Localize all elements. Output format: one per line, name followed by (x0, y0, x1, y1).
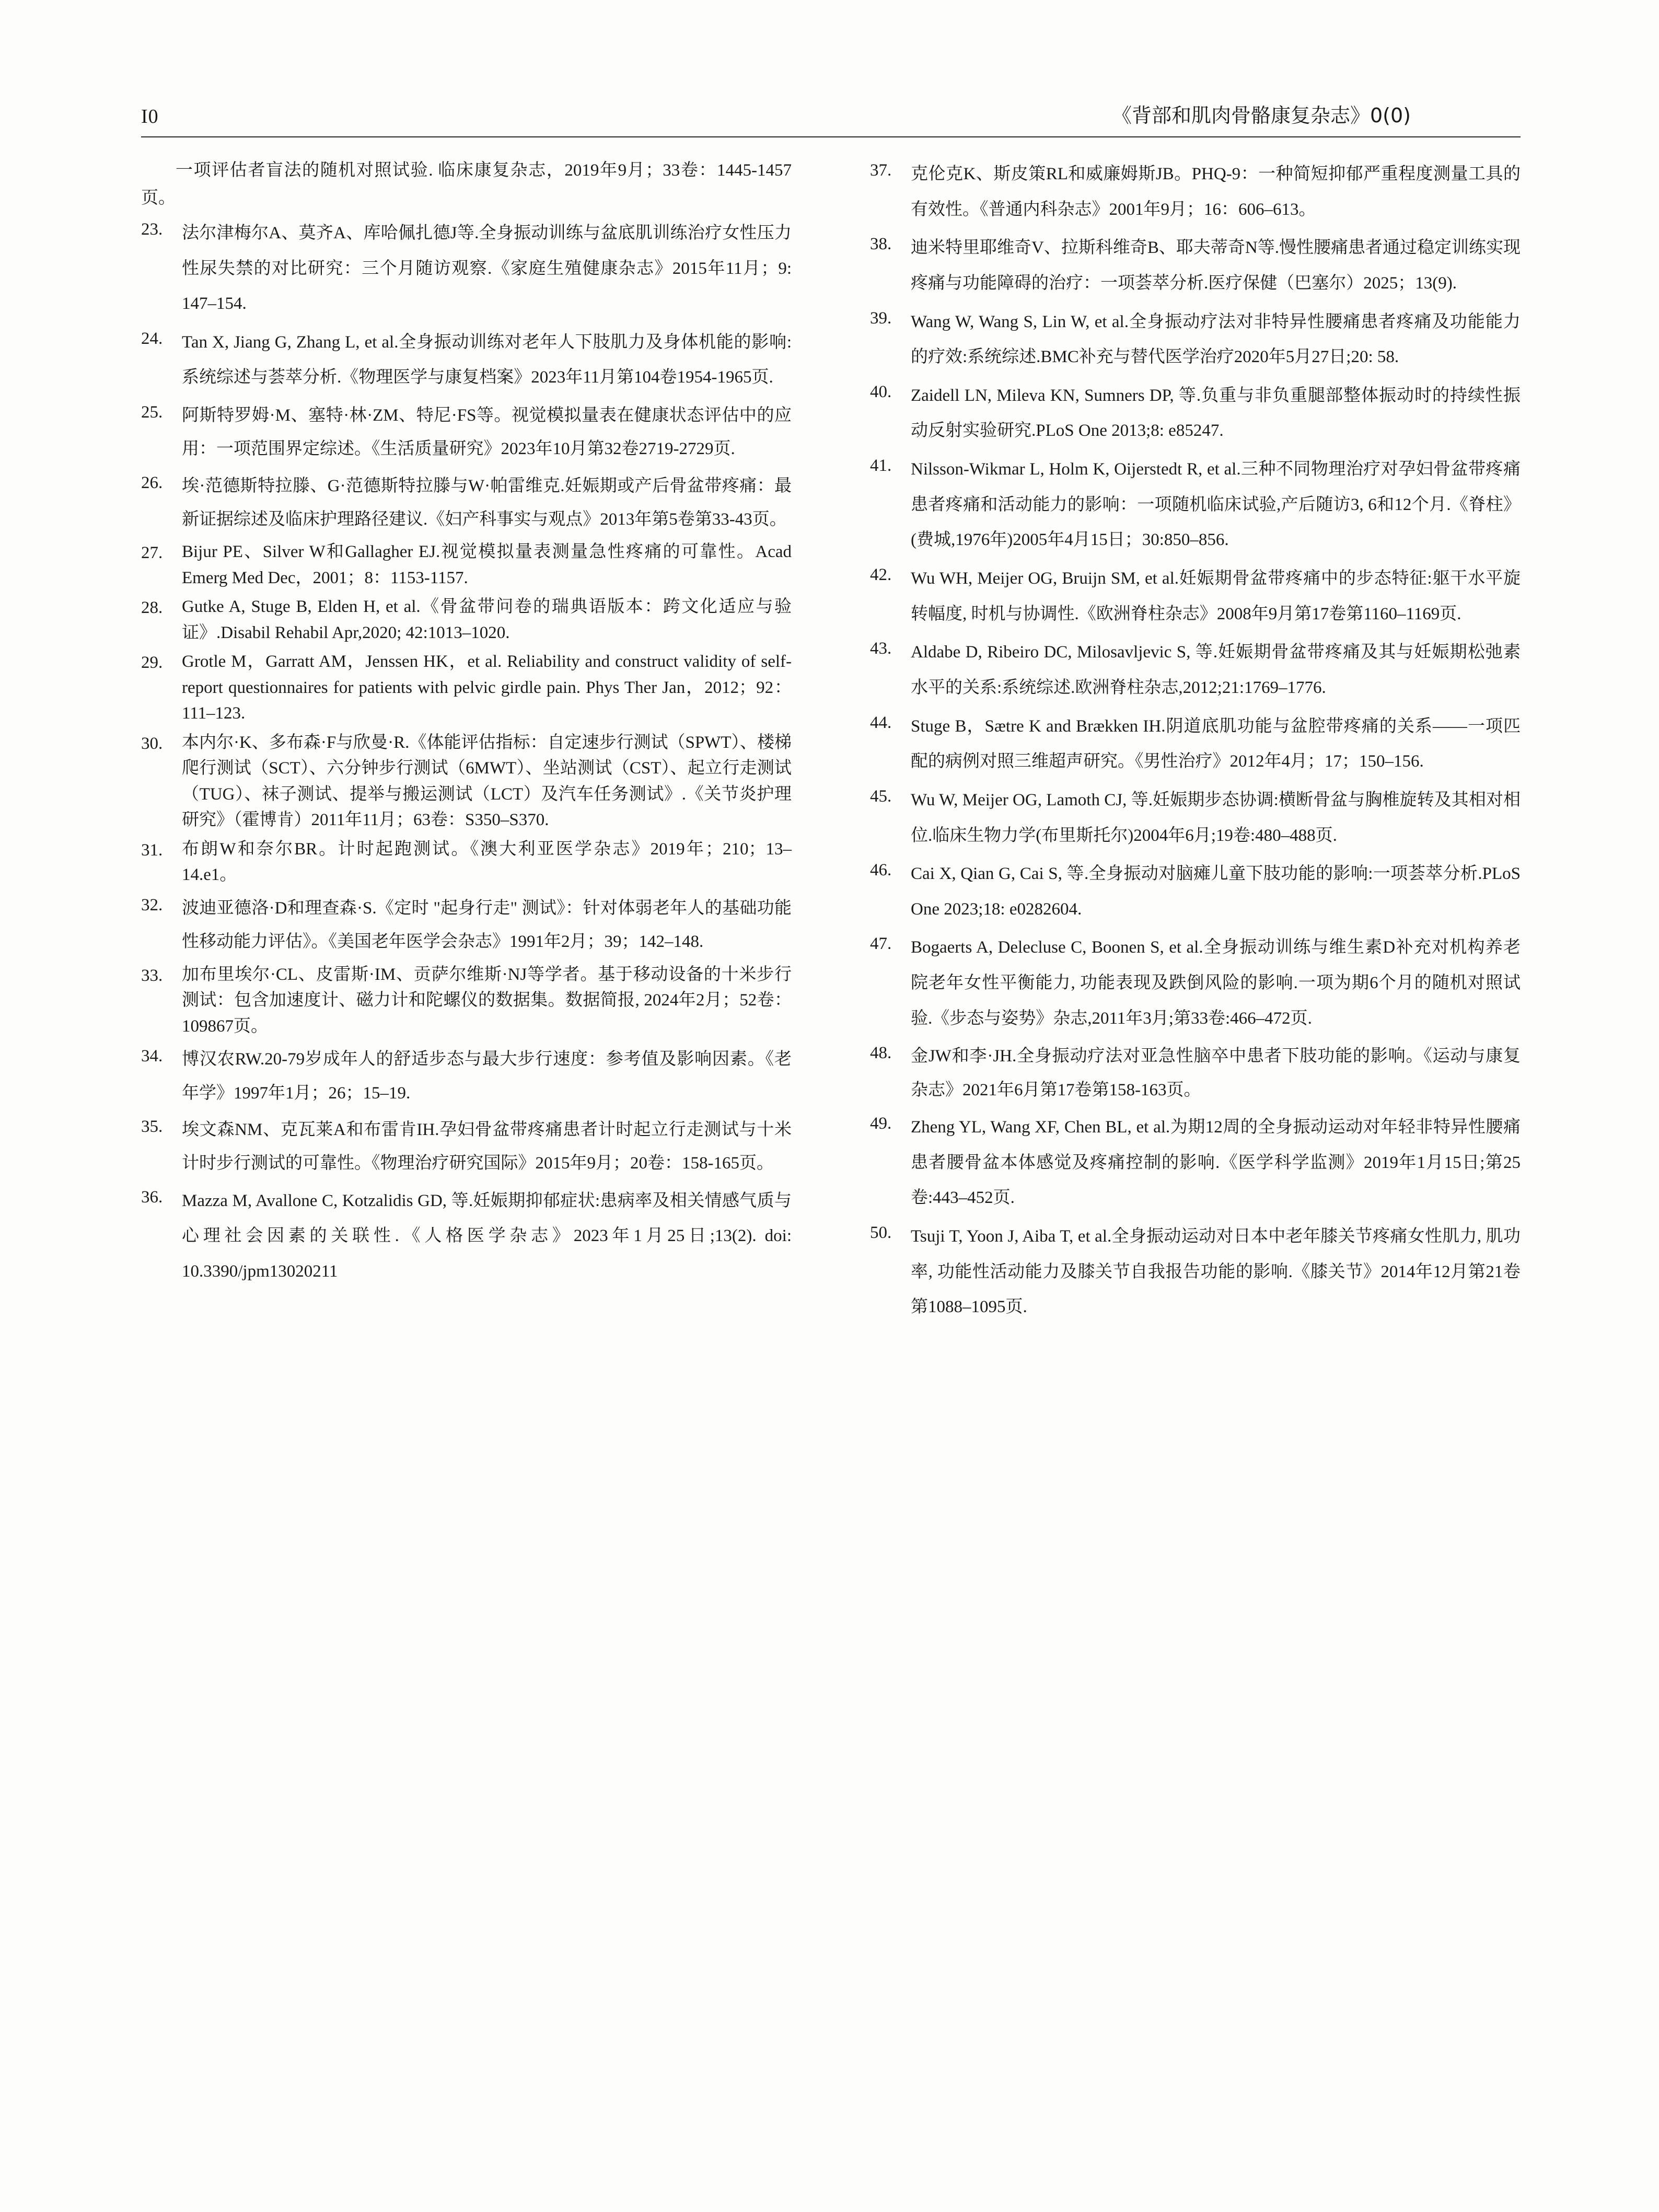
reference-number: 30. (141, 734, 163, 753)
reference-text: 布朗W和奈尔BR。计时起跑测试。《澳大利亚医学杂志》2019年；210；13–14.e1。 (182, 839, 792, 885)
reference-item (141, 469, 792, 537)
reference-item (141, 837, 792, 888)
left-column (141, 157, 792, 1328)
right-column (870, 157, 1521, 1328)
reference-number: 46. (870, 861, 892, 880)
reference-item (141, 962, 792, 1040)
reference-item (870, 856, 1521, 927)
reference-number: 40. (870, 382, 892, 401)
reference-text: Cai X, Qian G, Cai S, 等.全身振动对脑瘫儿童下肢功能的影响:一项荟萃分析.PLoS One 2023;18: e0282604. (911, 864, 1521, 919)
reference-number: 48. (870, 1044, 892, 1063)
reference-number: 31. (141, 840, 163, 860)
reference-text: 阿斯特罗姆·M、塞特·林·ZM、特尼·FS等。视觉模拟量表在健康状态评估中的应用：一项范围界定综述。《生活质量研究》2023年10月第32卷2719-2729页. (182, 406, 792, 459)
reference-number: 32. (141, 895, 163, 914)
reference-text: 法尔津梅尔A、莫齐A、库哈佩扎德J等.全身振动训练与盆底肌训练治疗女性压力性尿失禁的对比研究：三个月随访观察.《家庭生殖健康杂志》2015年11月；9: 147–154. (182, 223, 792, 314)
reference-item (141, 539, 792, 591)
reference-number: 33. (141, 966, 163, 985)
reference-text: Wu WH, Meijer OG, Bruijn SM, et al.妊娠期骨盆带疼痛中的步态特征:躯干水平旋转幅度, 时机与协调性.《欧洲脊柱杂志》2008年9月第17卷第1160–1169页. (911, 569, 1521, 623)
reference-text: Zaidell LN, Mileva KN, Sumners DP, 等.负重与非负重腿部整体振动时的持续性振动反射实验研究.PLoS One 2013;8: e85247. (911, 386, 1521, 441)
reference-item (141, 216, 792, 322)
reference-text: Gutke A, Stuge B, Elden H, et al.《骨盆带问卷的瑞典语版本：跨文化适应与验证》.Disabil Rehabil Apr,2020; 42:1013–1020. (182, 597, 792, 642)
reference-text: Wang W, Wang S, Lin W, et al.全身振动疗法对非特异性腰痛患者疼痛及功能能力的疗效:系统综述.BMC补充与替代医学治疗2020年5月27日;20: 58. (911, 312, 1521, 367)
reference-item (141, 649, 792, 727)
reference-text: Zheng YL, Wang XF, Chen BL, et al.为期12周的全身振动运动对年轻非特异性腰痛患者腰骨盆本体感觉及疼痛控制的影响.《医学科学监测》2019年1月15日;第25卷:443–452页. (911, 1118, 1521, 1208)
reference-text: Wu W, Meijer OG, Lamoth CJ, 等.妊娠期步态协调:横断骨盆与胸椎旋转及其相对相位.临床生物力学(布里斯托尔)2004年6月;19卷:480–488页. (911, 790, 1521, 845)
reference-number: 36. (141, 1187, 163, 1207)
reference-item (141, 594, 792, 646)
reference-number: 39. (870, 308, 892, 328)
reference-item (870, 378, 1521, 449)
reference-number: 28. (141, 598, 163, 618)
reference-number: 37. (870, 161, 892, 180)
reference-item (870, 783, 1521, 853)
reference-text: 金JW和李·JH.全身振动疗法对亚急性脑卒中患者下肢功能的影响。《运动与康复杂志》2021年6月第17卷第158-163页。 (911, 1047, 1521, 1099)
reference-item (870, 157, 1521, 227)
running-title: 《背部和肌肉骨骼康复杂志》0(0) (1111, 104, 1411, 127)
reference-text: 埃文森NM、克瓦莱A和布雷肯IH.孕妇骨盆带疼痛患者计时起立行走测试与十米计时步行测试的可靠性。《物理治疗研究国际》2015年9月；20卷：158-165页。 (182, 1120, 792, 1173)
reference-number: 43. (870, 639, 892, 658)
reference-number: 49. (870, 1114, 892, 1133)
reference-number: 45. (870, 786, 892, 806)
reference-text: Nilsson-Wikmar L, Holm K, Oijerstedt R, et al.三种不同物理治疗对孕妇骨盆带疼痛患者疼痛和活动能力的影响：一项随机临床试验,产后随访3, 6和12个月.《脊柱》(费城,1976年)2005年4月15日；30:850–856. (911, 460, 1521, 550)
reference-item (870, 635, 1521, 705)
reference-number: 35. (141, 1117, 163, 1136)
reference-text: 克伦克K、斯皮策RL和威廉姆斯JB。PHQ-9：一种简短抑郁严重程度测量工具的有效性。《普通内科杂志》2001年9月；16：606–613。 (911, 165, 1521, 219)
reference-text: 迪米特里耶维奇V、拉斯科维奇B、耶夫蒂奇N等.慢性腰痛患者通过稳定训练实现疼痛与功能障碍的治疗：一项荟萃分析.医疗保健（巴塞尔）2025；13(9). (911, 238, 1521, 293)
reference-number: 47. (870, 934, 892, 954)
reference-number: 34. (141, 1047, 163, 1066)
reference-number: 50. (870, 1223, 892, 1242)
reference-item (870, 709, 1521, 780)
reference-item (141, 1113, 792, 1180)
page-number: I0 (141, 106, 159, 128)
reference-item (870, 561, 1521, 632)
reference-text: Tsuji T, Yoon J, Aiba T, et al.全身振动运动对日本中老年膝关节疼痛女性肌力, 肌功率, 功能性活动能力及膝关节自我报告功能的影响.《膝关节》2014年12月第21卷第1088–1095页. (911, 1226, 1521, 1317)
reference-item (141, 1043, 792, 1110)
reference-text: Mazza M, Avallone C, Kotzalidis GD, 等.妊娠期抑郁症状:患病率及相关情感气质与心理社会因素的关联性.《人格医学杂志》2023年1月25日;13(2). doi: 10.3390/jpm13020211 (182, 1191, 792, 1281)
reference-text: 埃·范德斯特拉滕、G·范德斯特拉滕与W·帕雷维克.妊娠期或产后骨盆带疼痛：最新证据综述及临床护理路径建议.《妇产科事实与观点》2013年第5卷第33-43页。 (182, 476, 792, 529)
page-header (141, 99, 1521, 137)
reference-number: 38. (870, 235, 892, 254)
reference-item (870, 1110, 1521, 1216)
reference-number: 26. (141, 473, 163, 492)
reference-number: 27. (141, 543, 163, 563)
reference-number: 41. (870, 456, 892, 476)
reference-text: 加布里埃尔·CL、皮雷斯·IM、贡萨尔维斯·NJ等学者。基于移动设备的十米步行测试：包含加速度计、磁力计和陀螺仪的数据集。数据简报, 2024年2月；52卷：109867页。 (182, 965, 792, 1036)
continued-reference-text: 一项评估者盲法的随机对照试验. 临床康复杂志，2019年9月；33卷：1445-1457页。 (141, 161, 792, 208)
reference-item (141, 399, 792, 466)
reference-item (141, 325, 792, 396)
reference-columns (141, 157, 1521, 1328)
reference-text: Aldabe D, Ribeiro DC, Milosavljevic S, 等.妊娠期骨盆带疼痛及其与妊娠期松弛素水平的关系:系统综述.欧洲脊柱杂志,2012;21:1769–1776. (911, 643, 1521, 697)
reference-item (870, 230, 1521, 301)
reference-item (870, 930, 1521, 1036)
reference-text: 波迪亚德洛·D和理查森·S.《定时 "起身行走" 测试》：针对体弱老年人的基础功能性移动能力评估》。《美国老年医学会杂志》1991年2月；39；142–148. (182, 898, 792, 952)
reference-number: 23. (141, 219, 163, 239)
reference-text: Stuge B，Sætre K and Brækken IH.阴道底肌功能与盆腔带疼痛的关系——一项匹配的病例对照三维超声研究。《男性治疗》2012年4月；17；150–156. (911, 716, 1521, 771)
reference-item (141, 730, 792, 833)
reference-item (141, 1184, 792, 1290)
reference-text: 本内尔·K、多布森·F与欣曼·R.《体能评估指标：自定速步行测试（SPWT）、楼梯爬行测试（SCT）、六分钟步行测试（6MWT）、坐站测试（CST）、起立行走测试（TUG）、袜子测试、提举与搬运测试（LCT）及汽车任务测试》.《关节炎护理研究》（霍博肯）2011年11月；63卷：S350–S370. (182, 733, 792, 830)
reference-item (141, 891, 792, 959)
reference-text: Grotle M，Garratt AM，Jenssen HK，et al. Reliability and construct validity of self-report questionnaires for patients with pelvic girdle pain. Phys Ther Jan，2012；92：111–123. (182, 652, 792, 723)
reference-number: 42. (870, 565, 892, 585)
reference-item (870, 305, 1521, 375)
reference-text: Bijur PE、Silver W和Gallagher EJ.视觉模拟量表测量急性疼痛的可靠性。Acad Emerg Med Dec，2001；8：1153-1157. (182, 542, 792, 587)
reference-item (870, 1039, 1521, 1107)
reference-item (870, 452, 1521, 558)
reference-number: 44. (870, 713, 892, 732)
reference-text: Tan X, Jiang G, Zhang L, et al.全身振动训练对老年人下肢肌力及身体机能的影响:系统综述与荟萃分析.《物理医学与康复档案》2023年11月第104卷1954-1965页. (182, 332, 792, 387)
reference-item (870, 1219, 1521, 1325)
reference-number: 25. (141, 403, 163, 422)
reference-number: 29. (141, 653, 163, 673)
reference-number: 24. (141, 329, 163, 348)
reference-text: 博汉农RW.20-79岁成年人的舒适步态与最大步行速度：参考值及影响因素。《老年学》1997年1月；26；15–19. (182, 1050, 792, 1103)
reference-text: Bogaerts A, Delecluse C, Boonen S, et al.全身振动训练与维生素D补充对机构养老院老年女性平衡能力, 功能表现及跌倒风险的影响.一项为期6个月的随机对照试验.《步态与姿势》杂志,2011年3月;第33卷:466–472页. (911, 938, 1521, 1028)
